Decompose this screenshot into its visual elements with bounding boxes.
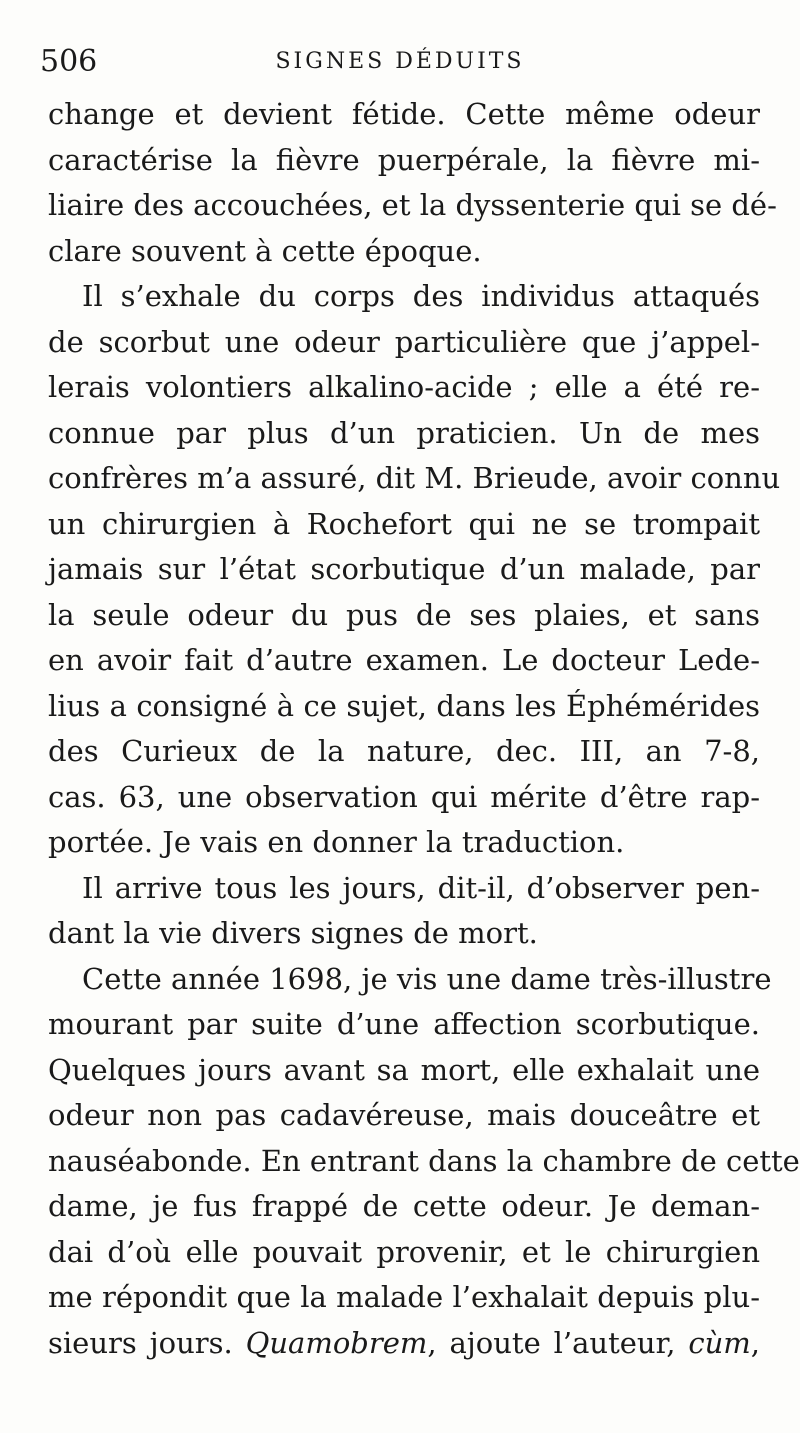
text-line: Quelques jours avant sa mort, elle exhalait une	[48, 1052, 760, 1087]
text-line: Il arrive tous les jours, dit-il, d’observer pen-	[82, 870, 760, 905]
italic-text-run: cùm	[688, 1325, 751, 1360]
text-line: caractérise la fièvre puerpérale, la fièvre mi-	[48, 142, 760, 177]
text-line: odeur non pas cadavéreuse, mais douceâtre et	[48, 1098, 760, 1132]
text-line: nauséabonde. En entrant dans la chambre de cette	[48, 1143, 800, 1178]
body-text	[48, 92, 800, 1366]
text-line: en avoir fait d’autre examen. Le docteur Lede-	[48, 643, 760, 677]
text-line: la seule odeur du pus de ses plaies, et sans	[48, 597, 760, 632]
text-line: dai d’où elle pouvait provenir, et le chirurgien	[48, 1234, 760, 1269]
text-line: lius a consigné à ce sujet, dans les Éphémérides	[48, 688, 760, 723]
text-line-final	[48, 1321, 760, 1367]
text-run: sieurs jours.	[48, 1325, 246, 1360]
text-run: , ajoute l’auteur,	[427, 1325, 689, 1360]
text-line: liaire des accouchées, et la dyssenterie qui se dé-	[48, 188, 777, 222]
text-line: change et devient fétide. Cette même odeur	[48, 97, 760, 131]
text-line: dant la vie divers signes de mort.	[48, 916, 538, 950]
text-line: portée. Je vais en donner la traduction.	[48, 825, 625, 859]
text-line: connue par plus d’un praticien. Un de mes	[48, 415, 760, 450]
text-line: mourant par suite d’une affection scorbutique.	[48, 1007, 760, 1041]
text-line: Il s’exhale du corps des individus attaqués	[82, 279, 760, 313]
text-line: jamais sur l’état scorbutique d’un malade, par	[48, 552, 760, 586]
text-line: des Curieux de la nature, dec. III, an 7-8,	[48, 734, 760, 768]
text-line: de scorbut une odeur particulière que j’appel-	[48, 324, 760, 359]
text-line: clare souvent à cette époque.	[48, 233, 482, 268]
text-run: ,	[750, 1325, 760, 1360]
page-header	[40, 42, 760, 82]
text-line: me répondit que la malade l’exhalait depuis plu-	[48, 1280, 760, 1314]
page-number: 506	[40, 44, 98, 79]
text-line: confrères m’a assuré, dit M. Brieude, avoir connu	[48, 461, 781, 495]
text-line: dame, je fus frappé de cette odeur. Je deman-	[48, 1189, 760, 1223]
text-line: un chirurgien à Rochefort qui ne se trompait	[48, 506, 760, 541]
text-line: cas. 63, une observation qui mérite d’être rap-	[48, 779, 760, 814]
text-line: lerais volontiers alkalino-acide ; elle a été re-	[48, 370, 760, 404]
text-line: Cette année 1698, je vis une dame très-illustre	[82, 961, 772, 996]
italic-text-run: Quamobrem	[245, 1325, 428, 1360]
running-head: SIGNES DÉDUITS	[275, 49, 525, 74]
